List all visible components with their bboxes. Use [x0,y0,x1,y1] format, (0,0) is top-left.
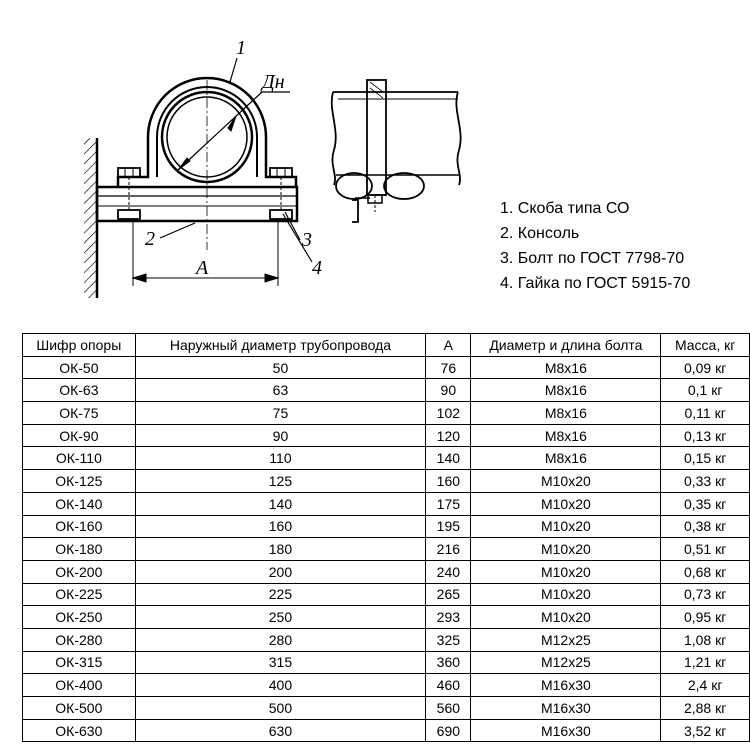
callout-2: 2 [145,228,155,250]
leader-2 [160,223,195,238]
legend-item-clamp: 1. Скоба типа СО [500,200,630,217]
legend-item-console: 2. Консоль [500,225,580,242]
pipe-break-right [456,92,460,185]
cell-dimension-a: 160 [426,470,471,493]
cell-bolt-size: М10x20 [471,470,661,493]
table-row [23,719,750,742]
side-nut-right [384,173,424,199]
table-header-row [23,334,750,357]
cell-dimension-a: 460 [426,674,471,697]
cell-mass: 0,73 кг [661,583,750,606]
leader-1 [230,58,237,82]
cell-mass: 0,68 кг [661,560,750,583]
cell-code: ОК-63 [23,379,136,402]
cell-bolt-size: М8x16 [471,447,661,470]
cell-outer-diameter: 75 [135,402,426,425]
callout-3: 3 [302,229,312,251]
table-row [23,560,750,583]
left-bolt-head [118,168,140,177]
header-outer-diameter: Наружный диаметр трубопровода [135,334,426,357]
cell-bolt-size: М10x20 [471,538,661,561]
cell-mass: 3,52 кг [661,719,750,742]
cell-code: ОК-200 [23,560,136,583]
cell-outer-diameter: 125 [135,470,426,493]
cell-outer-diameter: 110 [135,447,426,470]
cell-mass: 1,21 кг [661,651,750,674]
cell-bolt-size: М10x20 [471,492,661,515]
cell-mass: 0,35 кг [661,492,750,515]
cell-code: ОК-140 [23,492,136,515]
cell-outer-diameter: 315 [135,651,426,674]
table-row [23,628,750,651]
cell-code: ОК-280 [23,628,136,651]
cell-outer-diameter: 63 [135,379,426,402]
cell-outer-diameter: 630 [135,719,426,742]
table-row [23,356,750,379]
cell-dimension-a: 690 [426,719,471,742]
header-mass: Масса, кг [661,334,750,357]
cell-outer-diameter: 225 [135,583,426,606]
table-row [23,651,750,674]
cell-dimension-a: 293 [426,606,471,629]
callout-1: 1 [236,37,246,59]
table-row [23,674,750,697]
cell-bolt-size: М8x16 [471,379,661,402]
cell-bolt-size: М8x16 [471,424,661,447]
spec-table [22,333,750,742]
wall-hatching [84,138,97,298]
cell-code: ОК-315 [23,651,136,674]
cell-outer-diameter: 250 [135,606,426,629]
cell-bolt-size: М8x16 [471,356,661,379]
cell-code: ОК-400 [23,674,136,697]
cell-outer-diameter: 180 [135,538,426,561]
side-view [332,80,461,222]
header-code: Шифр опоры [23,334,136,357]
cell-outer-diameter: 160 [135,515,426,538]
cell-dimension-a: 325 [426,628,471,651]
cell-bolt-size: М12x25 [471,628,661,651]
cell-code: ОК-90 [23,424,136,447]
table-row [23,515,750,538]
cell-code: ОК-500 [23,697,136,720]
cell-code: ОК-50 [23,356,136,379]
table-row [23,402,750,425]
header-bolt-size: Диаметр и длина болта [471,334,661,357]
cell-dimension-a: 560 [426,697,471,720]
left-bolt-nut [118,210,140,219]
cell-mass: 0,33 кг [661,470,750,493]
right-bolt-head [270,168,292,177]
cell-bolt-size: М16x30 [471,697,661,720]
cell-outer-diameter: 200 [135,560,426,583]
callout-dimension: A [196,257,209,279]
cell-mass: 0,95 кг [661,606,750,629]
cell-dimension-a: 216 [426,538,471,561]
cell-outer-diameter: 50 [135,356,426,379]
table-row [23,583,750,606]
cell-mass: 2,88 кг [661,697,750,720]
cell-dimension-a: 140 [426,447,471,470]
cell-dimension-a: 240 [426,560,471,583]
cell-mass: 1,08 кг [661,628,750,651]
cell-bolt-size: М16x30 [471,719,661,742]
cell-mass: 0,11 кг [661,402,750,425]
cell-code: ОК-250 [23,606,136,629]
table-row [23,447,750,470]
cell-bolt-size: М10x20 [471,515,661,538]
cell-mass: 0,38 кг [661,515,750,538]
legend-item-bolt: 3. Болт по ГОСТ 7798-70 [500,250,685,267]
cell-bolt-size: М12x25 [471,651,661,674]
cell-code: ОК-110 [23,447,136,470]
cell-code: ОК-180 [23,538,136,561]
cell-mass: 0,13 кг [661,424,750,447]
cell-outer-diameter: 400 [135,674,426,697]
diameter-arrow [178,158,190,170]
cell-code: ОК-160 [23,515,136,538]
cell-bolt-size: М10x20 [471,583,661,606]
cell-code: ОК-125 [23,470,136,493]
diameter-line [178,92,262,170]
cell-mass: 0,15 кг [661,447,750,470]
cell-dimension-a: 102 [426,402,471,425]
cell-dimension-a: 175 [426,492,471,515]
cell-bolt-size: М8x16 [471,402,661,425]
legend [500,196,690,296]
pipe-break-left [332,92,336,185]
console-plate [97,187,297,221]
cell-bolt-size: М10x20 [471,606,661,629]
cell-outer-diameter: 500 [135,697,426,720]
cell-mass: 2,4 кг [661,674,750,697]
table-row [23,538,750,561]
cell-bolt-size: М10x20 [471,560,661,583]
callout-4: 4 [312,257,322,279]
table-row [23,470,750,493]
cell-dimension-a: 76 [426,356,471,379]
side-bracket-foot [352,200,358,222]
cell-dimension-a: 360 [426,651,471,674]
cell-dimension-a: 265 [426,583,471,606]
table-row [23,606,750,629]
cell-dimension-a: 90 [426,379,471,402]
cell-mass: 0,51 кг [661,538,750,561]
cell-mass: 0,09 кг [661,356,750,379]
table-row [23,379,750,402]
table-row [23,492,750,515]
cell-mass: 0,1 кг [661,379,750,402]
cell-outer-diameter: 90 [135,424,426,447]
header-dimension-a: A [426,334,471,357]
cell-code: ОК-225 [23,583,136,606]
cell-dimension-a: 120 [426,424,471,447]
clamp-strip-side [367,80,386,195]
cell-outer-diameter: 140 [135,492,426,515]
table-row [23,424,750,447]
legend-item-nut: 4. Гайка по ГОСТ 5915-70 [500,275,691,292]
table-row [23,697,750,720]
callout-diameter: Дн [262,71,285,93]
cell-dimension-a: 195 [426,515,471,538]
cell-bolt-size: М16x30 [471,674,661,697]
cell-outer-diameter: 280 [135,628,426,651]
cell-code: ОК-75 [23,402,136,425]
cell-code: ОК-630 [23,719,136,742]
